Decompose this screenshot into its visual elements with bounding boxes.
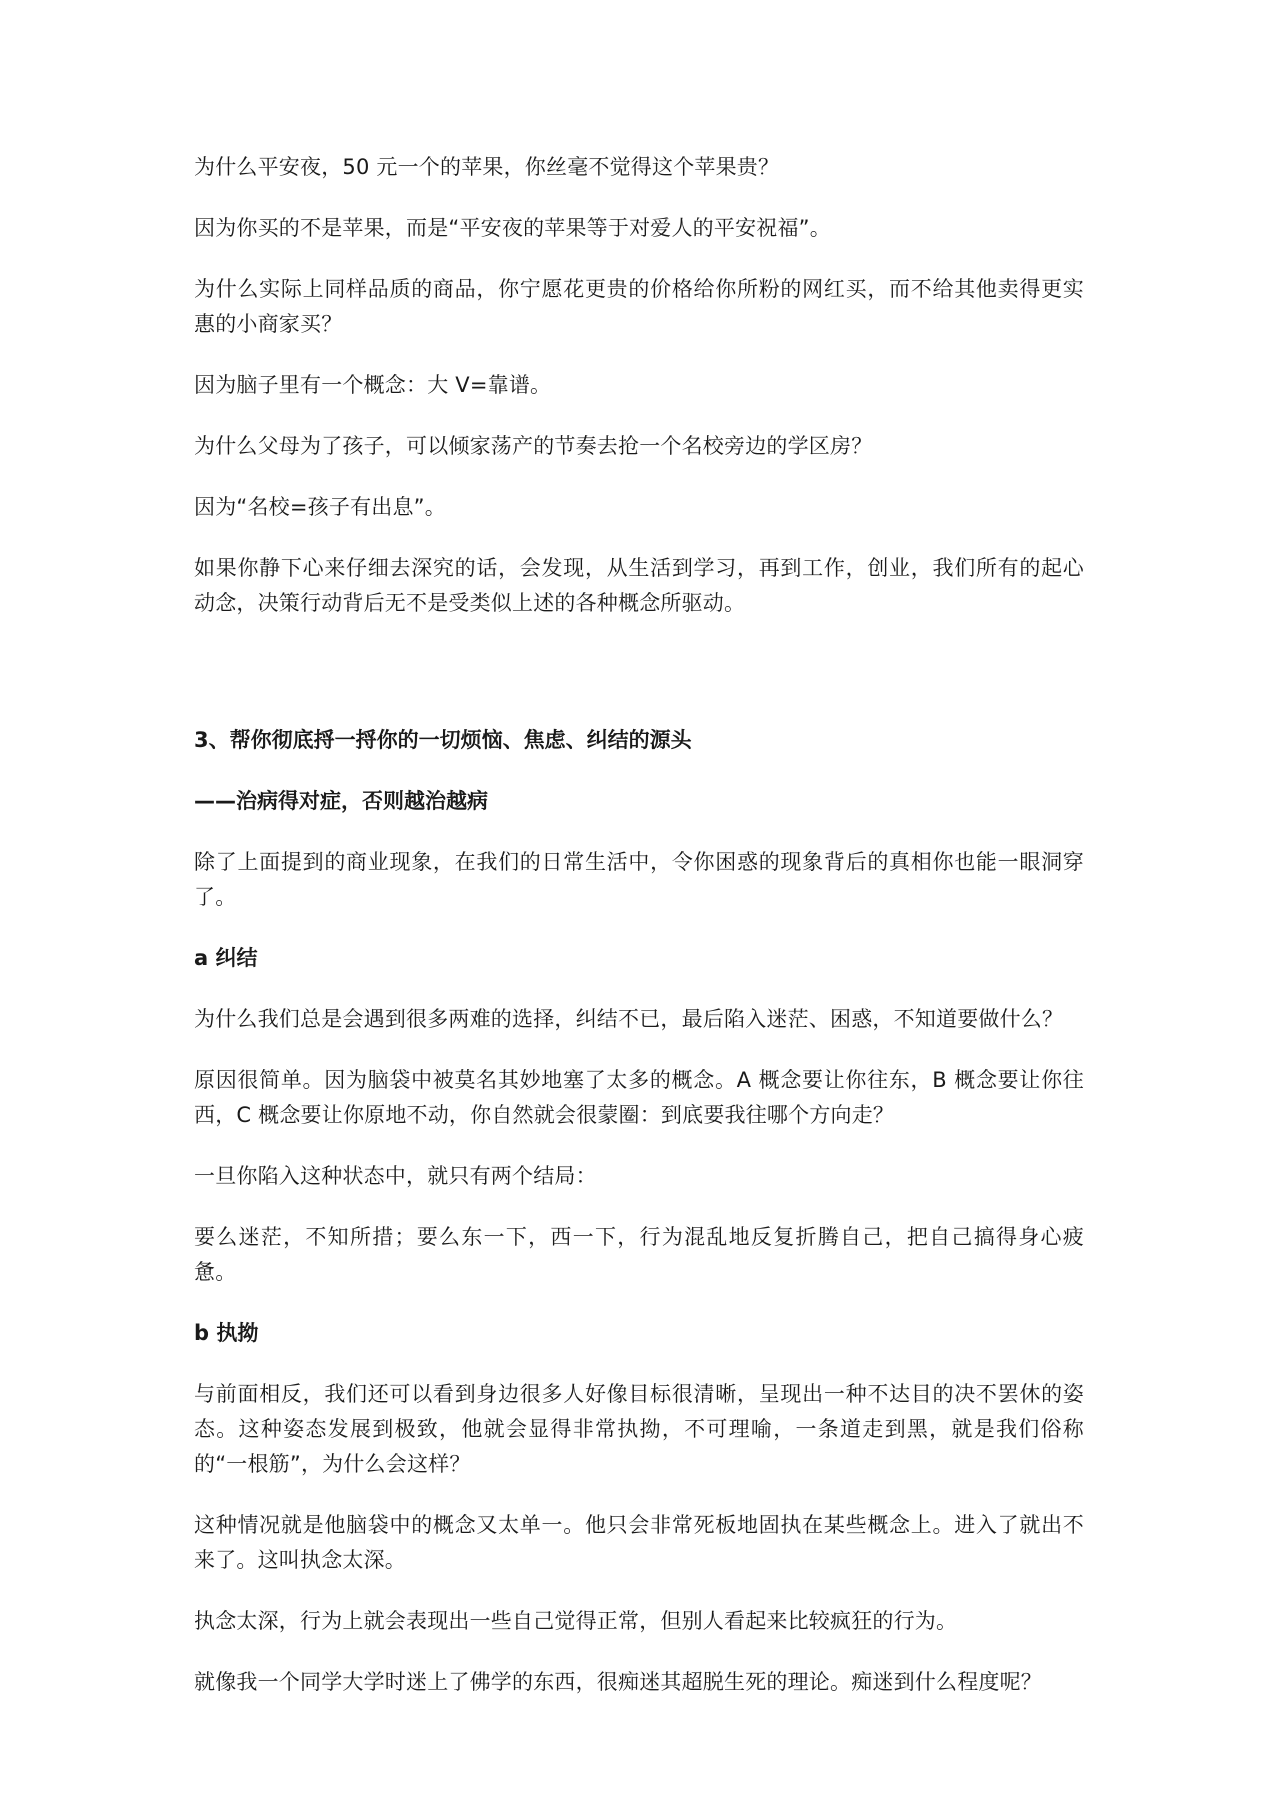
part-a-paragraph: 原因很简单。因为脑袋中被莫名其妙地塞了太多的概念。A 概念要让你往东，B 概念要让你往西，C 概念要让你原地不动，你自然就会很蒙圈：到底要我往哪个方向走？ — [194, 1068, 1084, 1127]
section-heading: 3、帮你彻底捋一捋你的一切烦恼、焦虑、纠结的源头 — [194, 728, 692, 752]
paragraph-school-question: 为什么父母为了孩子，可以倾家荡产的节奏去抢一个名校旁边的学区房？ — [194, 434, 873, 458]
paragraph-concepts-drive: 如果你静下心来仔细去深究的话，会发现，从生活到学习，再到工作，创业，我们所有的起心动念，决策行动背后无不是受类似上述的各种概念所驱动。 — [194, 556, 1084, 615]
part-a-paragraph: 要么迷茫，不知所措；要么东一下，西一下，行为混乱地反复折腾自己，把自己搞得身心疲惫。 — [194, 1225, 1084, 1284]
paragraph-influencer-question: 为什么实际上同样品质的商品，你宁愿花更贵的价格给你所粉的网红买，而不给其他卖得更实惠的小商家买？ — [194, 277, 1084, 336]
document-page — [194, 150, 1084, 1726]
paragraph-influencer-answer: 因为脑子里有一个概念：大 V=靠谱。 — [194, 373, 552, 397]
part-b-paragraph: 与前面相反，我们还可以看到身边很多人好像目标很清晰，呈现出一种不达目的决不罢休的姿态。这种姿态发展到极致，他就会显得非常执拗，不可理喻，一条道走到黑，就是我们俗称的“一根筋”，为什么会这样？ — [194, 1382, 1084, 1476]
part-b-paragraph: 就像我一个同学大学时迷上了佛学的东西，很痴迷其超脱生死的理论。痴迷到什么程度呢？ — [194, 1670, 1042, 1694]
part-b-heading: b 执拗 — [194, 1321, 259, 1345]
paragraph-apple-answer: 因为你买的不是苹果，而是“平安夜的苹果等于对爱人的平安祝福”。 — [194, 216, 831, 240]
part-a-heading: a 纠结 — [194, 946, 258, 970]
paragraph-school-answer: 因为“名校=孩子有出息”。 — [194, 495, 446, 519]
paragraph-apple-question: 为什么平安夜，50 元一个的苹果，你丝毫不觉得这个苹果贵？ — [194, 155, 780, 179]
part-a-paragraph: 一旦你陷入这种状态中，就只有两个结局： — [194, 1164, 597, 1188]
section-subheading: ——治病得对症，否则越治越病 — [194, 789, 488, 813]
section-intro: 除了上面提到的商业现象，在我们的日常生活中，令你困惑的现象背后的真相你也能一眼洞穿了。 — [194, 850, 1084, 909]
part-b-paragraph: 这种情况就是他脑袋中的概念又太单一。他只会非常死板地固执在某些概念上。进入了就出不来了。这叫执念太深。 — [194, 1513, 1084, 1572]
part-a-paragraph: 为什么我们总是会遇到很多两难的选择，纠结不已，最后陷入迷茫、困惑，不知道要做什么？ — [194, 1007, 1064, 1031]
part-b-paragraph: 执念太深，行为上就会表现出一些自己觉得正常，但别人看起来比较疯狂的行为。 — [194, 1609, 958, 1633]
section-spacer — [194, 647, 1084, 723]
